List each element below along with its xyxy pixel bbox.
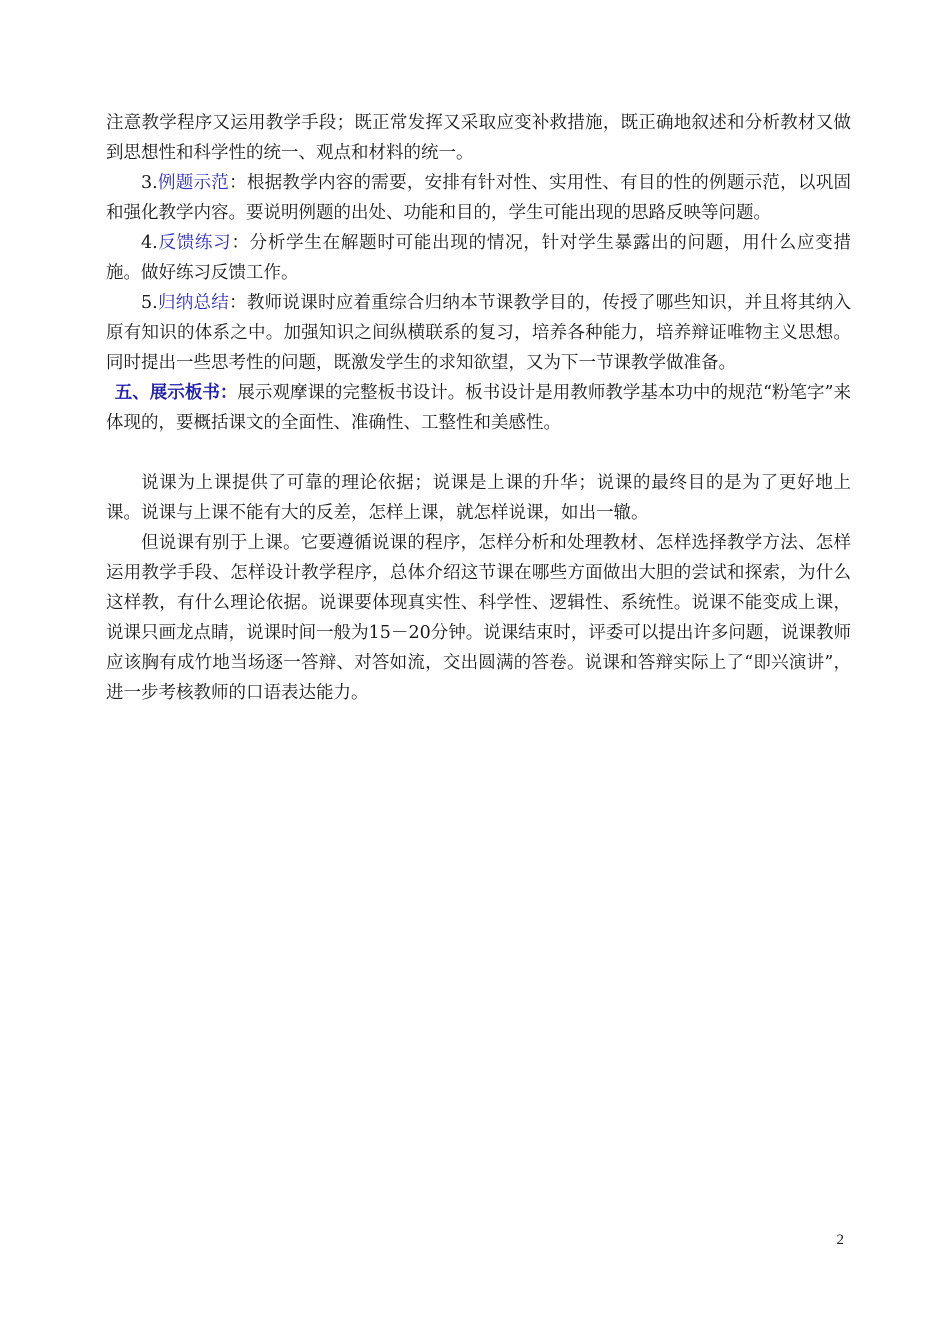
item-text: ：教师说课时应着重综合归纳本节课教学目的，传授了哪些知识，并且将其纳入原有知识的体系之中。加强知识之间纵横联系的复习，培养各种能力，培养辩证唯物主义思想。同时提出一些思考性的问题，既激发学生的求知欲望，又为下一节课教学做准备。: [106, 293, 852, 373]
item-number: 3.: [141, 173, 158, 193]
document-body: [106, 108, 851, 708]
page-number: 2: [836, 1232, 844, 1248]
summary-paragraph-2: 但说课有别于上课。它要遵循说课的程序，怎样分析和处理教材、怎样选择教学方法、怎样运用教学手段、怎样设计教学程序，总体介绍这节课在哪些方面做出大胆的尝试和探索，为什么这样教，有什么理论依据。说课要体现真实性、科学性、逻辑性、系统性。说课不能变成上课，说课只画龙点睛，说课时间一般为15－20分钟。说课结束时，评委可以提出许多问题，说课教师应该胸有成竹地当场逐一答辩、对答如流，交出圆满的答卷。说课和答辩实际上了“即兴演讲”，进一步考核教师的口语表达能力。: [106, 533, 851, 703]
section-blackboard: [106, 378, 851, 438]
paragraph-continuation: 注意教学程序又运用教学手段；既正常发挥又采取应变补救措施，既正确地叙述和分析教材又做到思想性和科学性的统一、观点和材料的统一。: [106, 113, 851, 163]
item-number: 5.: [141, 293, 158, 313]
item-term: 例题示范: [157, 173, 230, 193]
list-item-example-demo: [106, 168, 851, 228]
item-number: 4.: [141, 233, 158, 253]
list-item-summary: [106, 288, 851, 378]
item-text: ：根据教学内容的需要，安排有针对性、实用性、有目的性的例题示范，以巩固和强化教学内容。要说明例题的出处、功能和目的，学生可能出现的思路反映等问题。: [106, 173, 852, 223]
item-text: ：分析学生在解题时可能出现的情况，针对学生暴露出的问题，用什么应变措施。做好练习反馈工作。: [106, 233, 852, 283]
item-term: 反馈练习: [157, 233, 232, 253]
section-heading: 五、展示板书：: [114, 383, 238, 403]
list-item-feedback-practice: [106, 228, 851, 288]
section-text: 展示观摩课的完整板书设计。板书设计是用教师教学基本功中的规范“粉笔字”来体现的，要概括课文的全面性、准确性、工整性和美感性。: [106, 383, 852, 433]
paragraph-gap: [106, 438, 851, 468]
item-term: 归纳总结: [157, 293, 230, 313]
summary-paragraph-1: 说课为上课提供了可靠的理论依据；说课是上课的升华；说课的最终目的是为了更好地上课。说课与上课不能有大的反差，怎样上课，就怎样说课，如出一辙。: [106, 473, 851, 523]
